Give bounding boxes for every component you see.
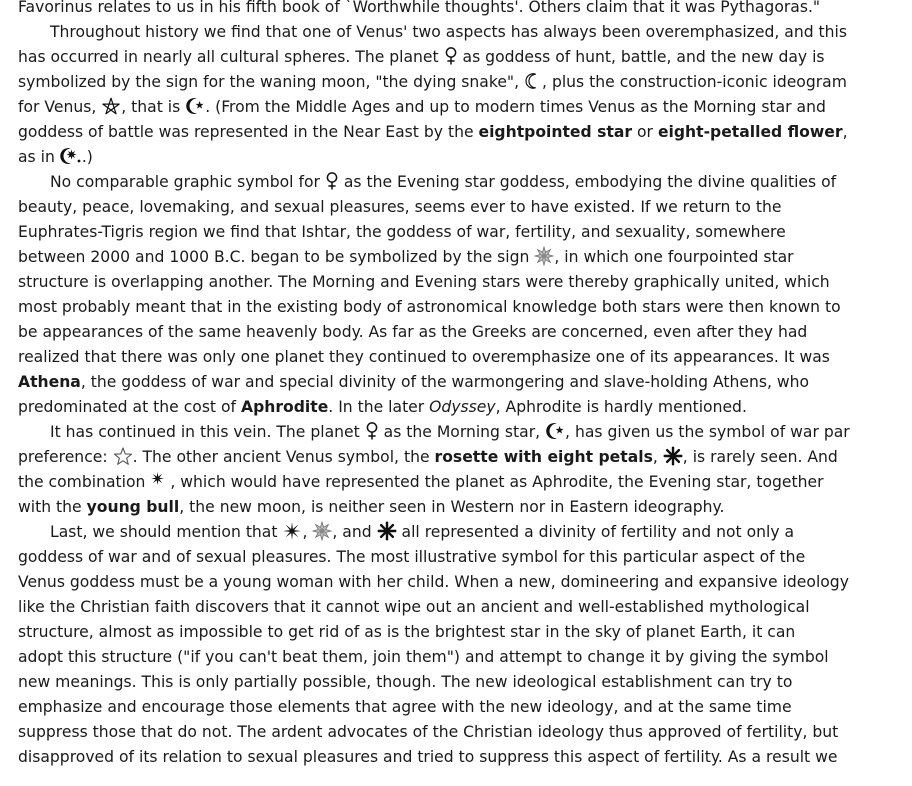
text-run: or xyxy=(632,123,658,141)
text-line xyxy=(18,670,902,695)
eight-star-gray-icon xyxy=(534,246,554,266)
text-line xyxy=(18,70,902,95)
text-run: Throughout history we find that one of Venus' two aspects has always been overemphasized, and this xyxy=(50,23,848,41)
text-run: the combination xyxy=(18,473,151,491)
text-line xyxy=(18,170,902,195)
text-run: new meanings. This is only partially possible, though. The new ideological establishment can try to xyxy=(18,673,793,691)
text-run: as goddess of hunt, battle, and the new day is xyxy=(457,48,825,66)
text-line xyxy=(18,520,902,545)
text-run: like the Christian faith discovers that it cannot wipe out an ancient and well-established mythological xyxy=(18,598,810,616)
bold-term: rosette with eight petals xyxy=(434,448,653,466)
text-line xyxy=(18,545,902,570)
text-line xyxy=(18,270,902,295)
text-line xyxy=(18,45,902,70)
venus-sign-icon xyxy=(365,421,379,441)
text-run: structure is overlapping another. The Morning and Evening stars were thereby graphically united, which xyxy=(18,273,830,291)
text-line xyxy=(18,295,902,320)
text-run: be appearances of the same heavenly body. As far as the Greeks are concerned, even after they had xyxy=(18,323,808,341)
text-run: , that is xyxy=(121,98,186,116)
moon-star-icon xyxy=(185,96,205,116)
text-line xyxy=(18,0,902,20)
text-line xyxy=(18,120,902,145)
text-run: , xyxy=(652,448,663,466)
waning-moon-icon xyxy=(524,71,542,91)
text-run: between 2000 and 1000 B.C. began to be symbolized by the sign xyxy=(18,248,535,266)
text-run: Venus goddess must be a young woman with her child. When a new, domineering and expansive ideology xyxy=(18,573,849,591)
text-run: goddess of war and of sexual pleasures. The most illustrative symbol for this particular aspect of the xyxy=(18,548,806,566)
venus-sign-icon xyxy=(325,171,339,191)
text-run: , is rarely seen. And xyxy=(682,448,838,466)
text-run: , in which one fourpointed star xyxy=(554,248,794,266)
document-text xyxy=(18,0,902,770)
text-line xyxy=(18,445,902,470)
text-line xyxy=(18,395,902,420)
text-run: as the Morning star, xyxy=(378,423,546,441)
venus-sign-icon xyxy=(444,46,458,66)
text-run: , xyxy=(842,123,848,141)
text-run: adopt this structure ("if you can't beat them, join them") and attempt to change it by giving the symbol xyxy=(18,648,829,666)
eight-star-icon xyxy=(282,521,302,541)
text-line xyxy=(18,745,902,770)
text-run: suppress those that do not. The ardent advocates of the Christian ideology thus approved of fertility, but xyxy=(18,723,839,741)
text-line xyxy=(18,245,902,270)
rosette-icon xyxy=(663,446,683,466)
text-run: goddess of battle was represented in the Near East by the xyxy=(18,123,479,141)
text-run: Euphrates-Tigris region we find that Ishtar, the goddess of war, fertility, and sexuality, somewhere xyxy=(18,223,786,241)
text-line xyxy=(18,195,902,220)
text-run: with the xyxy=(18,498,87,516)
text-run: as the Evening star goddess, embodying the divine qualities of xyxy=(338,173,837,191)
text-run: preference: xyxy=(18,448,113,466)
bold-term: eight-petalled flower xyxy=(657,123,843,141)
text-run: . (From the Middle Ages and up to modern times Venus as the Morning star and xyxy=(205,98,826,116)
text-run: Favorinus relates to us in his fifth book of `Worthwhile thoughts'. Others claim that it was Pythagoras." xyxy=(18,0,821,16)
pentagram-icon xyxy=(101,96,121,116)
text-line xyxy=(18,320,902,345)
text-run: most probably meant that in the existing body of astronomical knowledge both stars were then known to xyxy=(18,298,841,316)
text-line xyxy=(18,345,902,370)
text-line xyxy=(18,720,902,745)
text-run: all represented a divinity of fertility and not only a xyxy=(396,523,795,541)
text-run: predominated at the cost of xyxy=(18,398,241,416)
text-line xyxy=(18,645,902,670)
rosette-icon xyxy=(377,521,397,541)
text-line xyxy=(18,620,902,645)
text-run: , and xyxy=(332,523,377,541)
text-run: for Venus, xyxy=(18,98,102,116)
text-run: It has continued in this vein. The planet xyxy=(50,423,365,441)
text-line xyxy=(18,95,902,120)
bold-term: Athena xyxy=(18,373,81,391)
rosette-bull-icon xyxy=(150,471,170,491)
text-line xyxy=(18,370,902,395)
text-line xyxy=(18,495,902,520)
text-run: No comparable graphic symbol for xyxy=(50,173,325,191)
text-line xyxy=(18,145,902,170)
text-run: Last, we should mention that xyxy=(50,523,283,541)
bold-term: eightpointed star xyxy=(478,123,633,141)
text-line xyxy=(18,220,902,245)
moon-star-icon xyxy=(545,421,565,441)
text-run: emphasize and encourage those elements that agree with the new ideology, and at the same time xyxy=(18,698,792,716)
text-line xyxy=(18,420,902,445)
text-run: , Aphrodite is hardly mentioned. xyxy=(495,398,747,416)
text-run: , plus the construction-iconic ideogram xyxy=(542,73,847,91)
text-line xyxy=(18,570,902,595)
text-run: structure, almost as impossible to get rid of as is the brightest star in the sky of planet Earth, it can xyxy=(18,623,796,641)
text-line xyxy=(18,695,902,720)
text-run: , has given us the symbol of war par xyxy=(565,423,850,441)
text-run: , which would have represented the planet as Aphrodite, the Evening star, together xyxy=(170,473,824,491)
star-outline-icon xyxy=(113,446,133,466)
text-line xyxy=(18,595,902,620)
bold-term: young bull xyxy=(86,498,180,516)
text-run: .) xyxy=(81,148,93,166)
text-run: symbolized by the sign for the waning moon, "the dying snake", xyxy=(18,73,525,91)
italic-title: Odyssey xyxy=(429,398,496,416)
text-line xyxy=(18,20,902,45)
text-run: has occurred in nearly all cultural spheres. The planet xyxy=(18,48,444,66)
text-run: beauty, peace, lovemaking, and sexual pleasures, seems ever to have existed. If we return to the xyxy=(18,198,782,216)
bold-term: Aphrodite xyxy=(241,398,329,416)
text-run: . In the later xyxy=(328,398,430,416)
text-run: realized that there was only one planet they continued to overemphasize one of its appearances. It was xyxy=(18,348,830,366)
text-run: . The other ancient Venus symbol, the xyxy=(132,448,435,466)
text-run: , xyxy=(302,523,313,541)
text-run: disapproved of its relation to sexual pleasures and tried to suppress this aspect of fertility. As a result we xyxy=(18,748,838,766)
text-line xyxy=(18,470,902,495)
eight-star-gray-icon xyxy=(312,521,332,541)
text-run: , the goddess of war and special divinity of the warmongering and slave-holding Athens, who xyxy=(80,373,810,391)
moon-eightstar-icon xyxy=(60,146,82,166)
text-run: , the new moon, is neither seen in Western nor in Eastern ideography. xyxy=(179,498,725,516)
text-run: as in xyxy=(18,148,60,166)
